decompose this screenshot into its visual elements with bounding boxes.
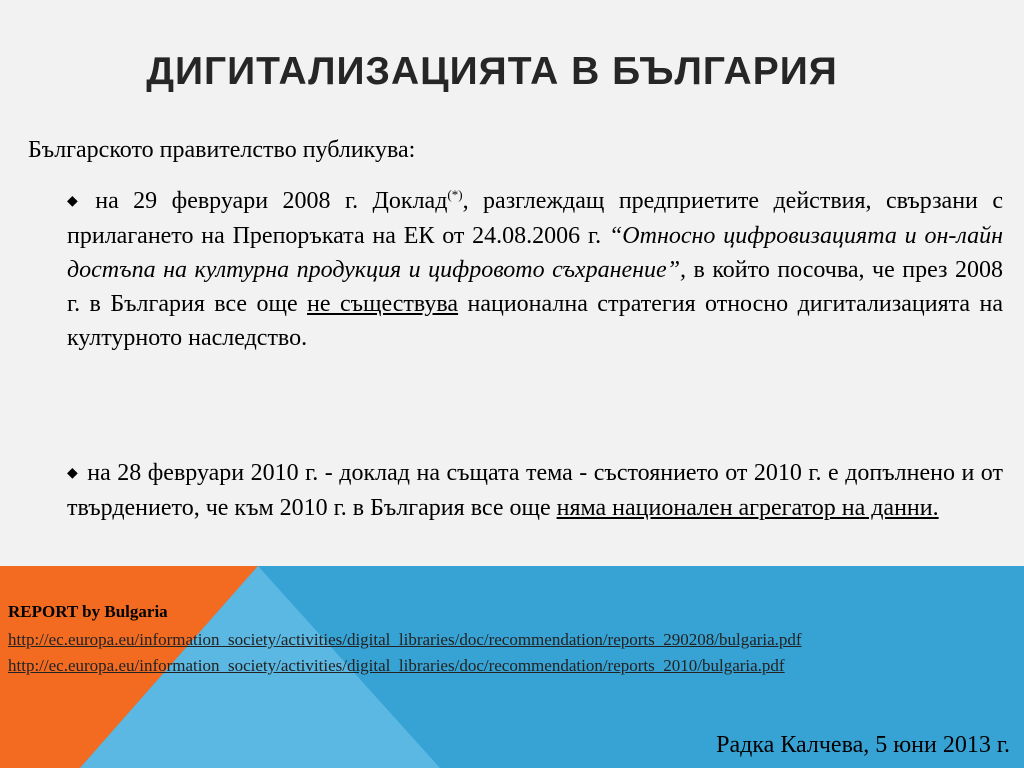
bullet1-text-4: национална стратегия относно дигитализацията на културното наследство. [67,291,1003,351]
author-date: Радка Калчева, 5 юни 2013 г. [716,732,1010,758]
bullet-item-2008-report [67,184,1003,355]
diamond-bullet-icon: ◆ [67,194,87,209]
bullet1-text-2: , разглеждащ предприетите действия, свързани с прилагането на Препоръката на ЕК от 24.08.2006 г. [67,188,1004,249]
footnote-marker: (*) [447,187,463,202]
bullet2-text-1: на 28 февруари 2010 г. - доклад на същата тема - състоянието от 2010 г. е допълнено и от твърдението, че към 2010 г. в България все още [67,460,1003,521]
report-link-2008[interactable]: http://ec.europa.eu/information_society/activities/digital_libraries/doc/recommendation/reports_290208/bulgaria.pdf [8,630,802,649]
report-label: REPORT by Bulgaria [8,602,168,621]
bullet1-text-3: в който посочва, че през 2008 г. в България все още [67,257,1003,317]
intro-text: Българското правителство публикува: [28,137,416,163]
bullet1-text-1: на 29 февруари 2008 г. Доклад [95,188,448,214]
bullet2-underlined: няма национален агрегатор на данни. [556,495,939,521]
slide-title: ДИГИТАЛИЗАЦИЯТА В БЪЛГАРИЯ [146,50,838,93]
bullet-item-2010-report [67,456,1003,525]
bullet1-quoted-title: “Относно цифровизацията и он-лайн достъпа на културна продукция и цифровото съхранение”, [67,223,1004,283]
bullet1-underlined: не съществува [307,291,459,317]
report-link-2010[interactable]: http://ec.europa.eu/information_society/activities/digital_libraries/doc/recommendation/reports_2010/bulgaria.pdf [8,656,785,675]
diamond-bullet-icon: ◆ [67,466,79,481]
